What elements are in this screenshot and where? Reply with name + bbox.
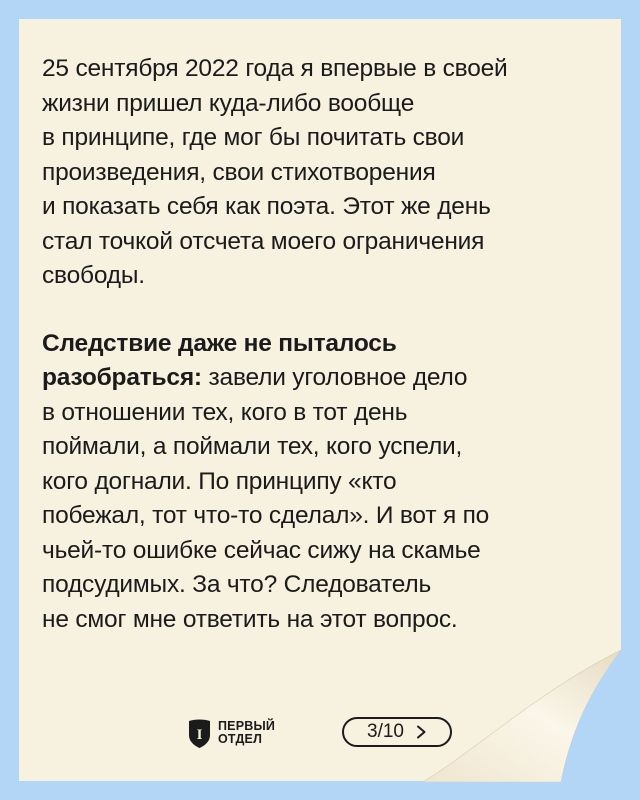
text-run: завели уголовное дело	[201, 364, 468, 391]
brand-logo	[187, 716, 275, 750]
text-line: свободы.	[42, 262, 145, 289]
bold-lead: разобраться:	[42, 364, 202, 391]
text-line: поймали, а поймали тех, кого успели,	[42, 433, 463, 460]
footer	[0, 712, 640, 752]
text-line	[42, 361, 602, 396]
text-line: в принципе, где мог бы почитать свои	[42, 124, 465, 151]
shield-icon	[187, 718, 212, 749]
text-line: чьей-то ошибке сейчас сижу на скамье	[42, 536, 481, 564]
brand-name	[218, 720, 275, 746]
text-line: подсудимых. За что? Следователь	[42, 571, 432, 598]
text-line: произведения, свои стихотворения	[42, 158, 436, 186]
brand-name-line: ОТДЕЛ	[218, 732, 263, 746]
text-line: кого догнали. По принципу «кто	[42, 467, 397, 495]
page-counter: 3/10	[367, 721, 404, 742]
text-line: стал точкой отсчета моего ограничения	[42, 227, 485, 255]
page-indicator[interactable]	[342, 717, 452, 747]
text-line: 25 сентября 2022 года я впервые в своей	[42, 55, 508, 82]
chevron-right-icon[interactable]	[416, 725, 427, 739]
text-line: не смог мне ответить на этот вопрос.	[42, 605, 458, 633]
text-line: и показать себя как поэта. Этот же день	[42, 193, 491, 220]
shield-glyph: I	[196, 726, 203, 743]
text-line: жизни пришел куда-либо вообще	[42, 89, 415, 117]
text-line: в отношении тех, кого в тот день	[42, 398, 408, 426]
paragraph-1	[42, 52, 602, 294]
paragraph-2	[42, 327, 602, 638]
text-line: побежал, тот что-то сделал». И вот я по	[42, 502, 490, 529]
bold-lead: Следствие даже не пыталось	[42, 329, 397, 357]
brand-name-line: ПЕРВЫЙ	[218, 719, 276, 733]
body-text	[42, 52, 602, 637]
text-line	[42, 327, 602, 362]
